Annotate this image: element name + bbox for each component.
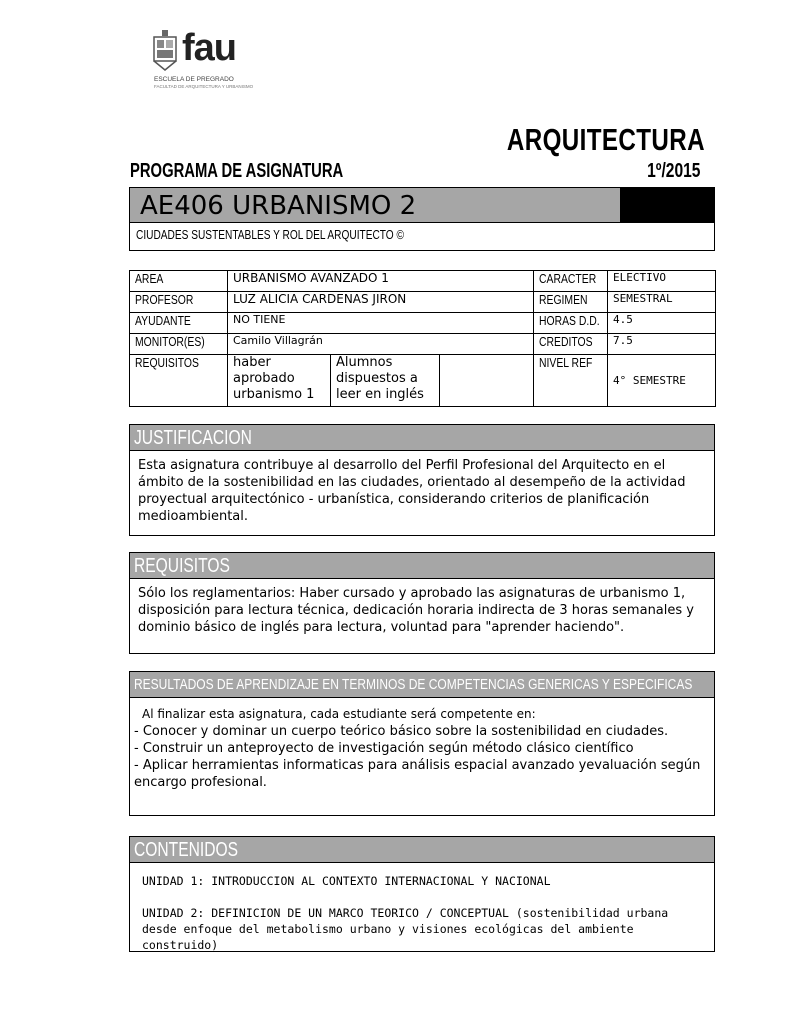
profesor-label: PROFESOR — [130, 292, 228, 313]
resultados-intro: Al finalizar esta asignatura, cada estudiante será competente en: — [142, 707, 536, 721]
requisitos-label: REQUISITOS — [130, 355, 228, 407]
fau-logo — [150, 27, 254, 92]
course-info-table — [129, 270, 716, 407]
logo-subtitle-faculty: FACULTAD DE ARQUITECTURA Y URBANISMO — [154, 84, 254, 89]
justificacion-section — [129, 424, 715, 536]
list-item: - Construir un anteproyecto de investigación según método clásico científico — [134, 741, 634, 756]
justificacion-heading: JUSTIFICACION — [130, 425, 714, 451]
ayudante-value: NO TIENE — [228, 313, 534, 334]
horas-value: 4.5 — [608, 313, 716, 334]
title-black-block — [620, 188, 714, 223]
creditos-value: 7.5 — [608, 334, 716, 355]
requisito-2: Alumnos dispuestos a leer en inglés — [331, 355, 440, 407]
career-title: ARQUITECTURA — [506, 122, 705, 157]
list-item: - Conocer y dominar un cuerpo teórico básico sobre la sostenibilidad en ciudades. — [134, 724, 669, 739]
nivel-value: 4° SEMESTRE — [608, 355, 716, 407]
contenidos-body — [130, 863, 714, 963]
requisitos-body — [130, 579, 714, 642]
course-title-box — [129, 187, 715, 251]
horas-label: HORAS D.D. — [534, 313, 608, 334]
requisitos-heading: REQUISITOS — [130, 553, 714, 579]
requisitos-text: Sólo los reglamentarios: Haber cursado y aprobado las asignaturas de urbanismo 1, disposición para lectura técnica, dedicación horaria indirecta de 3 horas semanales y dominio básico de inglés para lectura, voluntad para "aprender haciendo". — [138, 586, 694, 635]
course-title-bar — [130, 188, 620, 223]
table-row — [130, 292, 716, 313]
caracter-value: ELECTIVO — [608, 271, 716, 292]
table-row — [130, 334, 716, 355]
area-value: URBANISMO AVANZADO 1 — [228, 271, 534, 292]
requisito-1: haber aprobado urbanismo 1 — [228, 355, 331, 407]
logo-text: fau — [182, 27, 236, 69]
resultados-heading: RESULTADOS DE APRENDIZAJE EN TERMINOS DE COMPETENCIAS GENERICAS Y ESPECIFICAS — [130, 672, 714, 698]
course-title: AE406 URBANISMO 2 — [140, 191, 417, 221]
regimen-value: SEMESTRAL — [608, 292, 716, 313]
requisitos-section — [129, 552, 715, 654]
program-label: PROGRAMA DE ASIGNATURA — [130, 160, 344, 182]
university-crest-icon — [152, 30, 178, 72]
table-row — [130, 355, 716, 407]
requisito-empty-cell — [440, 355, 534, 407]
monitor-value: Camilo Villagrán — [228, 334, 534, 355]
list-item: - Aplicar herramientas informaticas para análisis espacial avanzado yevaluación según encargo profesional. — [134, 758, 701, 790]
profesor-value: LUZ ALICIA CARDENAS JIRON — [228, 292, 534, 313]
course-subtitle: CIUDADES SUSTENTABLES Y ROL DEL ARQUITECTO © — [136, 227, 404, 242]
resultados-body — [130, 698, 714, 799]
table-row — [130, 313, 716, 334]
semester-label: 1º/2015 — [646, 160, 700, 182]
regimen-label: REGIMEN — [534, 292, 608, 313]
justificacion-body — [130, 451, 714, 531]
unidad-2: UNIDAD 2: DEFINICION DE UN MARCO TEORICO / CONCEPTUAL (sostenibilidad urbana desde enfoque del metabolismo urbano y visiones ecológicas del ambiente construido) — [142, 906, 669, 952]
contenidos-section — [129, 836, 715, 952]
justificacion-text: Esta asignatura contribuye al desarrollo del Perfil Profesional del Arquitecto en el ámbito de la sostenibilidad en las ciudades, orientado al desempeño de la actividad proyectual arquitectónico - urbanística, considerando criterios de planificación medioambiental. — [138, 458, 686, 524]
resultados-section — [129, 671, 715, 816]
creditos-label: CREDITOS — [534, 334, 608, 355]
contenidos-heading: CONTENIDOS — [130, 837, 714, 863]
caracter-label: CARACTER — [534, 271, 608, 292]
ayudante-label: AYUDANTE — [130, 313, 228, 334]
area-label: AREA — [130, 271, 228, 292]
unidad-1: UNIDAD 1: INTRODUCCION AL CONTEXTO INTERNACIONAL Y NACIONAL — [142, 874, 551, 888]
table-row — [130, 271, 716, 292]
nivel-label: NIVEL REF — [534, 355, 608, 407]
monitor-label: MONITOR(ES) — [130, 334, 228, 355]
logo-subtitle: ESCUELA DE PREGRADO — [154, 76, 234, 83]
